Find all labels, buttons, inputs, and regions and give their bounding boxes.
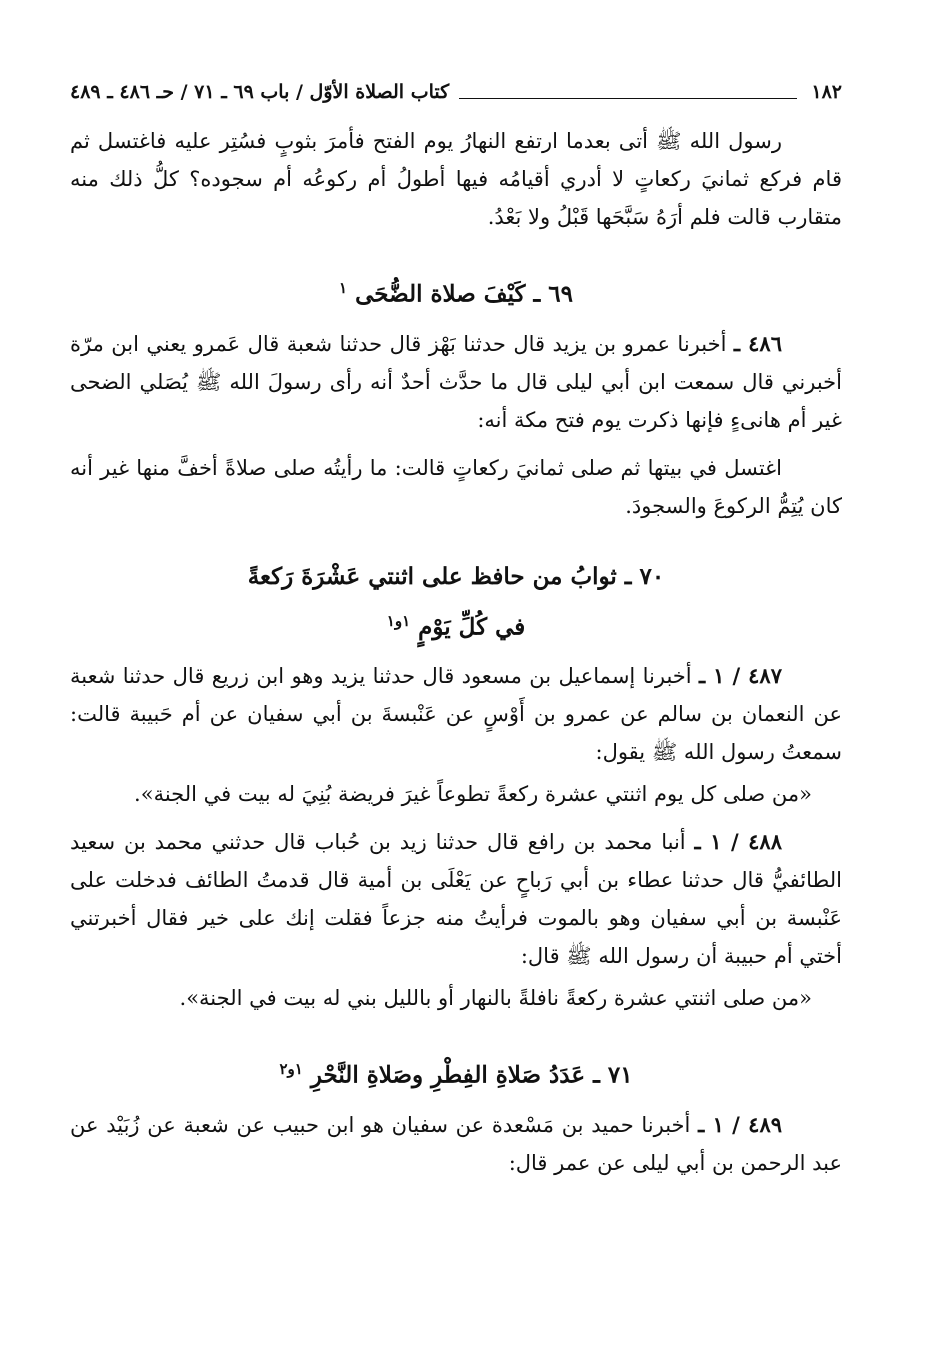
hadith-486-quote: اغتسل في بيتها ثم صلى ثمانيَ ركعاتٍ قالت: ما رأيتُه صلى صلاةً أخفَّ منها غير أنه كان يُتِمُّ الركوعَ والسجودَ. bbox=[70, 455, 842, 518]
hadith-486 bbox=[70, 325, 842, 439]
header-rule bbox=[459, 86, 797, 99]
section-70-title-line2 bbox=[70, 599, 842, 650]
section-71-title-text: ٧١ ـ عَدَدُ صَلاةِ الفِطْرِ وصَلاةِ النَّحْرِ bbox=[310, 1061, 633, 1089]
section-71-ref: ١و٢ bbox=[279, 1060, 303, 1079]
intro-paragraph: رسول الله ﷺ أتى بعدما ارتفع النهارُ يوم الفتح فأمرَ بثوبٍ فسُتِر عليه فاغتسل ثم قام فركع ثمانيَ ركعاتٍ لا أدري أقيامُه فيها أطولُ أم ركوعُه أم سجوده؟ كلُّ ذلك منه متقارب قالت فلم أرَهُ سَبَّحَها قَبْلُ ولا بَعْدُ. bbox=[70, 129, 842, 229]
hadith-487-text: أخبرنا إسماعيل بن مسعود قال حدثنا يزيد وهو ابن زريع قال حدثنا شعبة عن النعمان بن سالم عن عمرو بن أَوْسٍ عن عَنْبسةَ بن أبي سفيان عن أم حَبيبة قالت: سمعتُ رسول الله ﷺ يقول: bbox=[70, 664, 842, 765]
document-page bbox=[70, 72, 842, 1182]
hadith-488-text: أنبا محمد بن رافع قال حدثنا زيد بن حُباب قال حدثني محمد بن سعيد الطائفيُّ قال حدثنا عطاء بن أبي رَباحٍ عن يَعْلَى بن أمية قال قدمتُ الطائف فدخلت على عَنْبسة بن أبي سفيان وهو بالموت فرأيتُ منه جزعاً فقلت إنك على خير فقال أخبرتني أختي أم حبيبة أن رسول الله ﷺ قال: bbox=[70, 830, 842, 969]
hadith-488 bbox=[70, 823, 842, 975]
section-70-ref: ١و١ bbox=[386, 611, 411, 630]
hadith-489-text: أخبرنا حميد بن مَسْعدة عن سفيان هو ابن حبيب عن شعبة عن زُبَيْد عن عبد الرحمن بن أبي ليلى عن عمر قال: bbox=[70, 1112, 842, 1175]
hadith-487-number: ٤٨٧ / ١ ـ bbox=[699, 663, 782, 689]
hadith-489 bbox=[70, 1106, 842, 1182]
hadith-487 bbox=[70, 657, 842, 771]
section-69-title bbox=[70, 266, 842, 317]
section-69-ref: ١ bbox=[339, 279, 348, 297]
section-69-title-text: ٦٩ ـ كَيْفَ صلاة الضُّحَى bbox=[355, 280, 573, 308]
hadith-486-number: ٤٨٦ ـ bbox=[733, 330, 782, 356]
section-70-title-line2-text: في كُلِّ يَوْمٍ bbox=[418, 613, 526, 641]
section-71-title bbox=[70, 1047, 842, 1098]
hadith-488-number: ٤٨٨ / ١ ـ bbox=[694, 829, 782, 855]
hadith-489-number: ٤٨٩ / ١ ـ bbox=[698, 1111, 783, 1137]
hadith-488-quote: «من صلى اثنتي عشرة ركعةً نافلةً بالنهار أو بالليل بني له بيت في الجنة». bbox=[179, 986, 812, 1011]
hadith-487-quote: «من صلى كل يوم اثنتي عشرة ركعةً تطوعاً غيرَ فريضة بُنِيَ له بيت في الجنة». bbox=[134, 782, 812, 807]
page-header bbox=[70, 72, 842, 112]
running-title: كتاب الصلاة الأوّل / باب ٦٩ ـ ٧١ / حـ ٤٨٦ ـ ٤٨٩ bbox=[70, 81, 450, 103]
page-number: ١٨٢ bbox=[811, 81, 842, 103]
section-70-title-line1: ٧٠ ـ ثوابُ من حافظ على اثنتي عَشْرَةَ رَكعةً bbox=[247, 562, 665, 590]
hadith-486-text: أخبرنا عمرو بن يزيد قال حدثنا بَهْز قال حدثنا شعبة قال عَمرو يعني ابن مرّة أخبرني قال سمعت ابن أبي ليلى قال ما حدَّث أحدٌ أنه رأى رسولَ الله ﷺ يُصَلي الضحى غير أم هانىءٍ فإنها ذكرت يوم فتح مكة أنه: bbox=[70, 331, 842, 432]
